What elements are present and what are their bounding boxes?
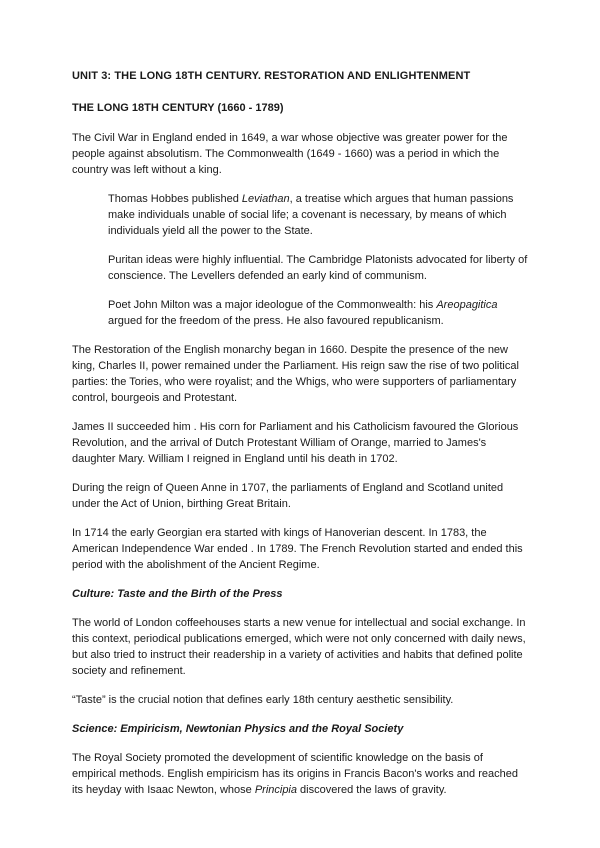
science-heading: Science: Empiricism, Newtonian Physics and the Royal Society <box>72 723 404 735</box>
culture-heading: Culture: Taste and the Birth of the Press <box>72 588 283 600</box>
text-run: The Royal Society promoted the development of scientific knowledge on the basis of empirical methods. English empiricism has its origins in Francis Bacon's works and reached its heyday with Isaac Newton, whose <box>72 752 518 796</box>
text-run: , a treatise which argues that human passions make individuals unable of social life; a covenant is necessary, by means of which individuals yield all the power to the State. <box>108 193 514 237</box>
paragraph-royal-society <box>72 750 528 798</box>
paragraph-taste: “Taste” is the crucial notion that defines early 18th century aesthetic sensibility. <box>72 694 454 706</box>
paragraph-milton <box>108 297 528 329</box>
paragraph-queen-anne: During the reign of Queen Anne in 1707, the parliaments of England and Scotland united under the Act of Union, birthing Great Britain. <box>72 482 504 510</box>
text-run: argued for the freedom of the press. He also favoured republicanism. <box>108 315 444 327</box>
section-title: THE LONG 18TH CENTURY (1660 - 1789) <box>72 102 284 114</box>
paragraph-coffeehouses: The world of London coffeehouses starts a new venue for intellectual and social exchange. In this context, periodical publications emerged, which were not only concerned with daily news, but also tried to instruct their readership in a variety of activities and habits that defined polite society and refinement. <box>72 617 526 677</box>
book-title-areopagitica: Areopagitica <box>436 299 498 311</box>
book-title-principia: Principia <box>254 784 297 796</box>
paragraph-hobbes <box>108 191 528 239</box>
paragraph-georgian: In 1714 the early Georgian era started with kings of Hanoverian descent. In 1783, the American Independence War ended . In 1789. The French Revolution started and ended this period with the abolishment of the Ancient Regime. <box>72 527 523 571</box>
paragraph-restoration: The Restoration of the English monarchy began in 1660. Despite the presence of the new king, Charles II, power remained under the Parliament. His reign saw the rise of two political parties: the Tories, who were royalist; and the Whigs, who were supporters of parliamentary control, bourgeois and Protestant. <box>72 344 519 404</box>
paragraph-puritan: Puritan ideas were highly influential. The Cambridge Platonists advocated for liberty of conscience. The Levellers defended an early kind of communism. <box>108 254 528 282</box>
text-run: Thomas Hobbes published <box>108 193 242 205</box>
text-run: discovered the laws of gravity. <box>297 784 447 796</box>
paragraph-civil-war: The Civil War in England ended in 1649, a war whose objective was greater power for the people against absolutism. The Commonwealth (1649 - 1660) was a period in which the country was left without a king. <box>72 132 508 176</box>
unit-title: UNIT 3: THE LONG 18TH CENTURY. RESTORATION AND ENLIGHTENMENT <box>72 70 471 82</box>
book-title-leviathan: Leviathan <box>241 193 290 205</box>
paragraph-james-ii: James II succeeded him . His corn for Parliament and his Catholicism favoured the Glorious Revolution, and the arrival of Dutch Protestant William of Orange, married to James's daughter Mary. William I reigned in England until his death in 1702. <box>72 421 519 465</box>
text-run: Poet John Milton was a major ideologue of the Commonwealth: his <box>108 299 437 311</box>
